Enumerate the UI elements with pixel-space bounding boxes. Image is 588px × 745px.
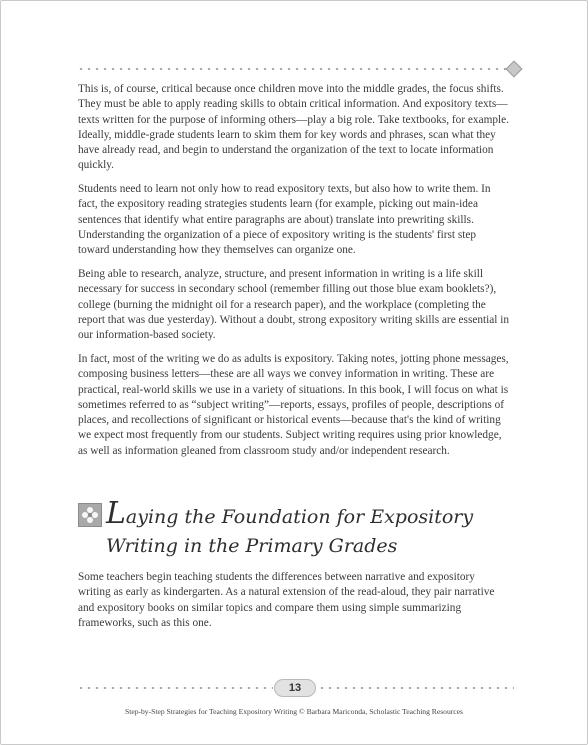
footer-citation: Step-by-Step Strategies for Teaching Expository Writing © Barbara Mariconda, Scholastic Teaching Resources [124, 707, 464, 716]
paragraph: In fact, most of the writing we do as adults is expository. Taking notes, jotting phone messages, composing business letters—these are all ways we convey information in writing. These are practical, real-world skills we use in a variety of situations. In this book, I will focus on what is sometimes referred to as “subject writing”—reports, essays, profiles of people, descriptions of places, and recollections of significant or historical events—because that's the kind of writing we expect most frequently from our students. Subject writing requires using prior knowledge, as well as information gleaned from classroom study and/or independent research. [78, 352, 509, 457]
flower-ornament-icon [78, 503, 102, 527]
heading-line-1 [106, 496, 474, 531]
section-intro [78, 570, 510, 631]
bottom-dotted-rule-left [77, 687, 273, 689]
heading-drop-initial: L [106, 496, 126, 531]
paragraph: Students need to learn not only how to read expository texts, but also how to write them. In fact, the expository reading strategies students learn (for example, picking out main-idea sentences that identify what entire paragraphs are about) translate into prewriting skills. Understanding the organization of a piece of expository writing is the students' first step toward understanding how they themselves can organize one. [78, 183, 491, 257]
page-number: 13 [274, 679, 316, 697]
heading-line-1-text: aying the Foundation for Expository [125, 506, 474, 528]
paragraph: Being able to research, analyze, structure, and present information in writing is a life skill necessary for success in secondary school (remember filling out those blue exam booklets?), college (burning the midnight oil for a research paper), and the workplace (completing the report that was due yesterday). Without a doubt, strong expository writing skills are essential in our information-based society. [78, 268, 510, 342]
paragraph: This is, of course, critical because once children move into the middle grades, the focus shifts. They must be able to apply reading skills to obtain critical information. And expository texts—texts written for the purpose of informing others—play a big role. Take textbooks, for example. Ideally, middle-grade students learn to skim them for key words and phrases, scan what they have already read, and begin to understand the organization of the text to locate information quickly. [78, 83, 509, 172]
paragraph: Some teachers begin teaching students the differences between narrative and expository writing as early as kindergarten. As a natural extension of the read-aloud, they pair narrative and expository books on similar topics and compare them using simple summarizing frameworks, such as this one. [78, 571, 495, 629]
body-text [78, 82, 510, 467]
top-dotted-rule [77, 68, 507, 70]
heading-line-2: Writing in the Primary Grades [106, 535, 398, 557]
bottom-dotted-rule-right [318, 687, 514, 689]
